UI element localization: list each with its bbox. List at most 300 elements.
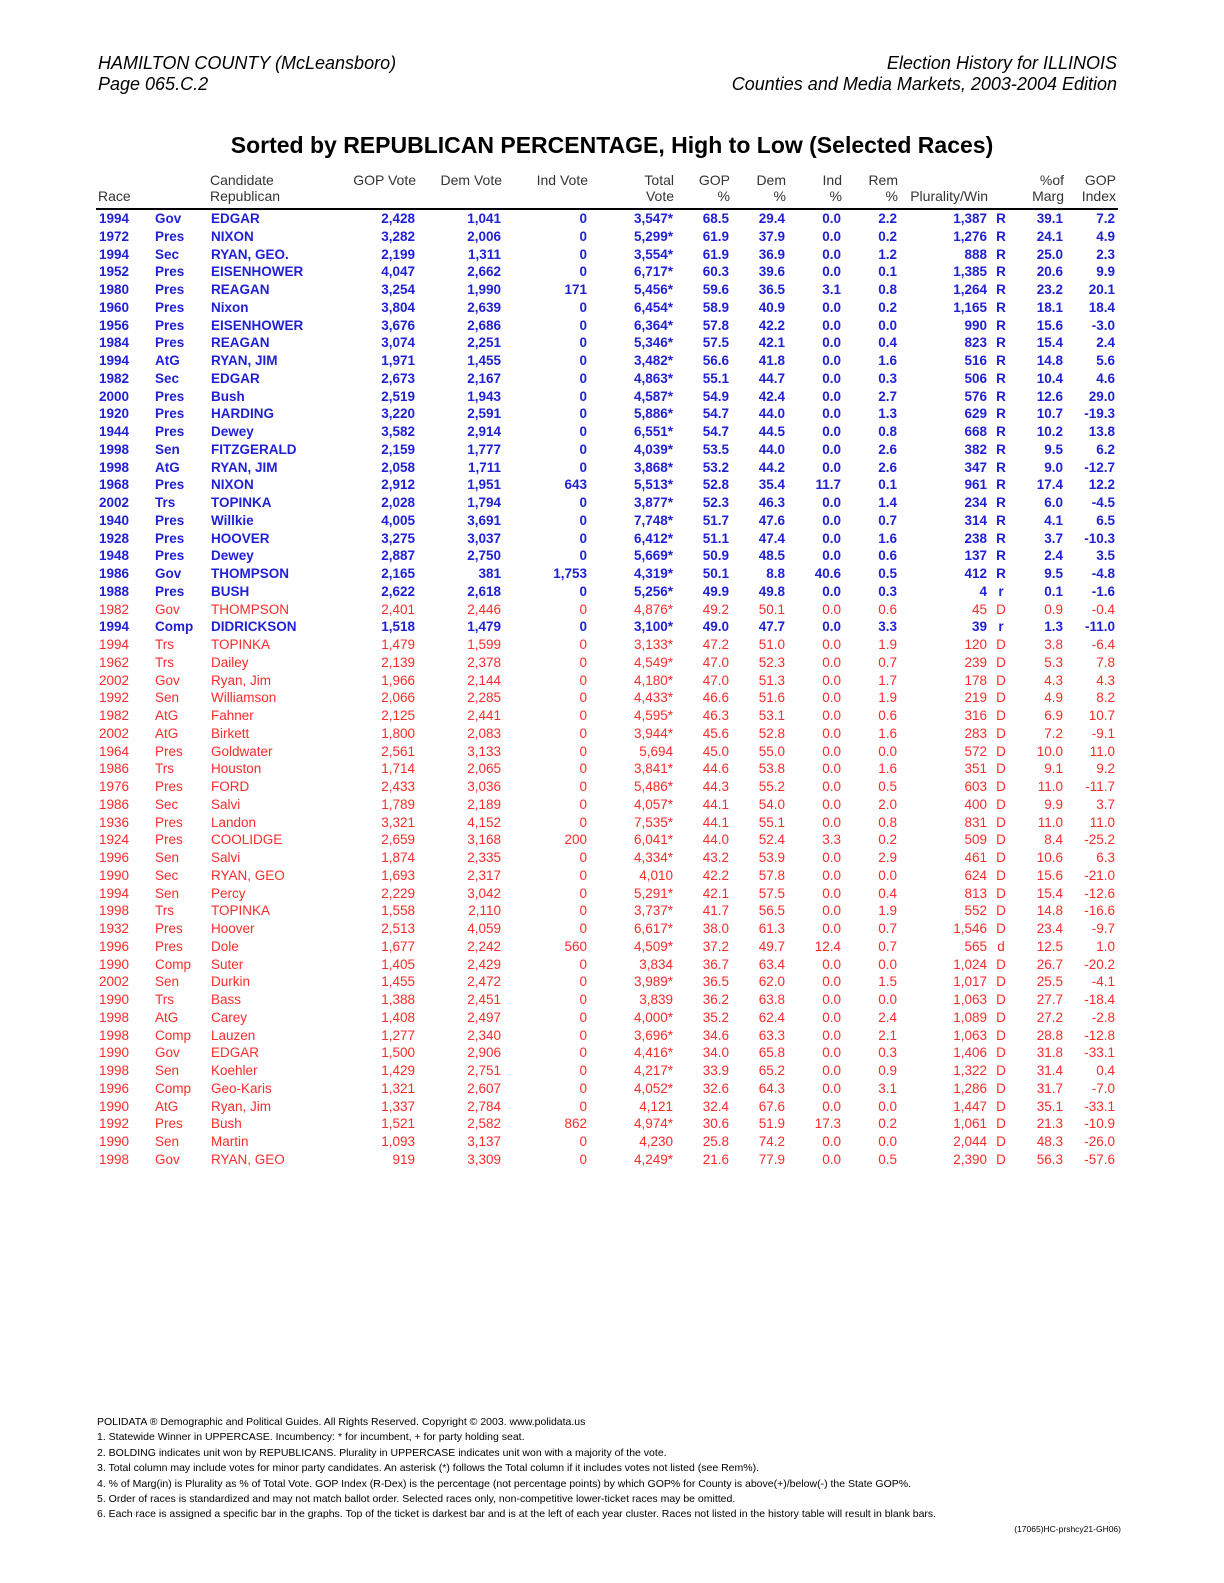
column-header-line1: %of <box>1039 172 1064 188</box>
race-year: 1972 <box>99 228 130 244</box>
ind-vote: 560 <box>564 938 587 954</box>
race-year: 1932 <box>99 921 130 936</box>
plurality: 509 <box>964 832 987 848</box>
margin-pct: 9.5 <box>1044 441 1063 457</box>
winner-party: r <box>998 583 1004 599</box>
ind-pct: 3.3 <box>822 832 841 848</box>
gop-index: 5.6 <box>1096 353 1115 368</box>
candidate: EISENHOWER <box>211 264 304 280</box>
rem-pct: 0.0 <box>878 867 897 883</box>
candidate: EDGAR <box>211 211 260 226</box>
total-vote: 4,010 <box>639 867 673 883</box>
table-row <box>96 867 1118 885</box>
total-vote: 3,696* <box>633 1027 673 1043</box>
ind-vote: 0 <box>579 388 587 404</box>
ind-vote: 0 <box>579 1009 587 1025</box>
dem-vote: 1,455 <box>467 353 501 368</box>
race-year: 1996 <box>99 938 130 954</box>
dem-pct: 49.7 <box>758 938 785 954</box>
table-row <box>96 565 1118 583</box>
column-header <box>676 172 732 209</box>
ind-pct: 0.0 <box>822 637 841 652</box>
race-office: Sec <box>155 796 179 812</box>
winner-party: D <box>996 850 1006 865</box>
dem-pct: 44.0 <box>758 406 785 422</box>
column-header-line2: Vote <box>645 188 674 204</box>
margin-pct: 35.1 <box>1036 1098 1063 1114</box>
candidate: RYAN, JIM <box>211 459 278 475</box>
gop-vote: 3,676 <box>381 317 415 333</box>
margin-pct: 10.6 <box>1036 850 1063 865</box>
race-year: 1976 <box>99 779 130 794</box>
rem-pct: 0.5 <box>878 779 897 794</box>
column-header-line2: Race <box>98 188 131 204</box>
dem-vote: 1,479 <box>467 619 501 635</box>
column-header-line2 <box>992 188 1010 204</box>
column-header-line2 <box>154 188 206 204</box>
column-header <box>788 172 844 209</box>
rem-pct: 0.1 <box>878 477 897 493</box>
gop-vote: 1,521 <box>381 1116 415 1132</box>
dem-vote: 2,914 <box>467 424 501 439</box>
plurality: 238 <box>964 530 987 546</box>
gop-vote: 1,874 <box>381 850 415 865</box>
race-office: Gov <box>155 1045 180 1061</box>
ind-pct: 0.0 <box>822 353 841 368</box>
rem-pct: 0.7 <box>878 921 897 936</box>
gop-vote: 1,337 <box>381 1098 415 1114</box>
ind-pct: 0.0 <box>822 335 841 351</box>
gop-pct: 44.0 <box>702 832 729 848</box>
table-row <box>96 263 1118 281</box>
race-office: Pres <box>155 335 185 351</box>
column-header-line2 <box>506 188 588 204</box>
winner-party: R <box>996 477 1006 493</box>
total-vote: 4,217* <box>633 1063 673 1078</box>
ind-vote: 0 <box>579 424 587 439</box>
ind-pct: 0.0 <box>822 1080 841 1096</box>
ind-vote: 0 <box>579 814 587 830</box>
winner-party: D <box>996 743 1006 759</box>
ind-vote: 0 <box>579 974 587 990</box>
ind-vote: 0 <box>579 1063 587 1078</box>
race-office: AtG <box>155 1098 179 1114</box>
column-header-line1 <box>98 172 150 188</box>
dem-vote: 2,285 <box>467 690 501 706</box>
gop-index: -33.1 <box>1084 1045 1115 1061</box>
column-header <box>844 172 900 209</box>
county-name: HAMILTON COUNTY (McLeansboro) <box>98 53 397 73</box>
gop-index: 11.0 <box>1089 743 1115 759</box>
ind-vote: 0 <box>579 956 587 972</box>
gop-vote: 2,887 <box>381 548 415 564</box>
rem-pct: 0.9 <box>878 1063 897 1078</box>
dem-vote: 2,750 <box>467 548 501 564</box>
dem-pct: 46.3 <box>758 495 785 510</box>
table-row <box>96 973 1118 991</box>
table-row <box>96 920 1118 938</box>
winner-party: D <box>996 921 1006 936</box>
race-office: Trs <box>155 654 174 670</box>
total-vote: 3,482* <box>633 353 673 368</box>
candidate: Houston <box>211 761 262 777</box>
dem-pct: 63.3 <box>758 1027 785 1043</box>
rem-pct: 1.2 <box>878 246 897 262</box>
gop-index: 9.9 <box>1096 264 1115 280</box>
dem-pct: 67.6 <box>758 1098 785 1114</box>
margin-pct: 39.1 <box>1036 211 1063 226</box>
plurality: 1,447 <box>953 1098 987 1114</box>
gop-vote: 3,254 <box>381 282 415 297</box>
ind-pct: 0.0 <box>822 1134 841 1149</box>
rem-pct: 1.9 <box>878 637 897 652</box>
gop-index: -4.5 <box>1091 495 1115 510</box>
winner-party: D <box>996 601 1006 617</box>
candidate: THOMPSON <box>211 566 290 581</box>
winner-party: R <box>996 264 1006 280</box>
plurality: 1,387 <box>953 211 987 226</box>
dem-pct: 53.1 <box>758 708 785 723</box>
plurality: 234 <box>964 495 987 510</box>
ind-pct: 0.0 <box>822 921 841 936</box>
ind-vote: 0 <box>579 1134 587 1149</box>
gop-index: 7.8 <box>1096 654 1115 670</box>
rem-pct: 0.4 <box>878 885 897 901</box>
ind-vote: 0 <box>579 246 587 262</box>
dem-vote: 3,168 <box>467 832 501 848</box>
dem-vote: 2,497 <box>467 1009 501 1025</box>
margin-pct: 5.3 <box>1044 654 1063 670</box>
rem-pct: 2.2 <box>878 211 897 226</box>
ind-pct: 0.0 <box>822 1098 841 1114</box>
table-row <box>96 547 1118 565</box>
plurality: 1,063 <box>953 992 987 1007</box>
dem-vote: 2,189 <box>467 796 501 812</box>
margin-pct: 12.5 <box>1036 938 1063 954</box>
gop-vote: 2,673 <box>381 370 415 386</box>
column-header-line1 <box>992 172 1010 188</box>
dem-pct: 52.8 <box>758 725 785 741</box>
race-year: 1998 <box>99 1009 130 1025</box>
candidate: REAGAN <box>211 335 270 351</box>
table-row <box>96 494 1118 512</box>
total-vote: 5,291* <box>633 885 673 901</box>
dem-pct: 53.8 <box>758 761 785 777</box>
plurality: 1,276 <box>953 228 987 244</box>
plurality: 1,061 <box>953 1116 987 1132</box>
gop-vote: 2,159 <box>381 441 415 457</box>
margin-pct: 15.6 <box>1036 867 1063 883</box>
total-vote: 6,412* <box>633 530 673 546</box>
copyright-line: POLIDATA ® Demographic and Political Guides. All Rights Reserved. Copyright © 2003. www.polidata.us <box>97 1416 586 1428</box>
gop-index: -16.6 <box>1084 903 1115 919</box>
race-office: Sec <box>155 246 180 262</box>
margin-pct: 31.8 <box>1036 1045 1063 1061</box>
gop-pct: 41.7 <box>702 903 729 919</box>
winner-party: D <box>996 1134 1006 1149</box>
gop-vote: 3,321 <box>381 814 415 830</box>
dem-vote: 2,686 <box>467 317 501 333</box>
candidate: FORD <box>211 779 250 794</box>
dem-pct: 52.4 <box>758 832 785 848</box>
ind-pct: 0.0 <box>822 672 841 688</box>
gop-pct: 47.0 <box>702 672 729 688</box>
total-vote: 4,595* <box>633 708 673 723</box>
ind-vote: 0 <box>579 530 587 546</box>
winner-party: D <box>996 654 1006 670</box>
gop-pct: 50.1 <box>702 566 729 581</box>
candidate: Durkin <box>211 974 251 990</box>
rem-pct: 0.3 <box>878 583 897 599</box>
race-year: 1964 <box>99 743 130 759</box>
race-office: Pres <box>155 282 185 297</box>
dem-pct: 47.4 <box>758 530 785 546</box>
dem-pct: 35.4 <box>758 477 785 493</box>
race-year: 1994 <box>99 885 130 901</box>
winner-party: R <box>996 459 1006 475</box>
column-header-line1: Total <box>644 172 674 188</box>
margin-pct: 10.4 <box>1036 370 1063 386</box>
column-header <box>990 172 1012 209</box>
margin-pct: 15.6 <box>1036 317 1063 333</box>
margin-pct: 1.3 <box>1044 619 1063 635</box>
candidate: Nixon <box>211 299 249 315</box>
dem-pct: 51.0 <box>758 637 785 652</box>
dem-pct: 48.5 <box>758 548 785 564</box>
race-office: Trs <box>155 992 174 1007</box>
ind-vote: 0 <box>579 1080 587 1096</box>
rem-pct: 0.0 <box>878 956 897 972</box>
dem-pct: 65.2 <box>758 1063 785 1078</box>
gop-vote: 2,428 <box>381 211 415 226</box>
winner-party: D <box>996 1063 1006 1078</box>
candidate: Birkett <box>211 725 250 741</box>
table-row <box>96 849 1118 867</box>
race-office: Sen <box>155 690 180 706</box>
dem-vote: 2,429 <box>467 956 501 972</box>
winner-party: D <box>996 1080 1006 1096</box>
plurality: 382 <box>964 441 987 457</box>
table-row <box>96 405 1118 423</box>
total-vote: 3,554* <box>633 246 673 262</box>
winner-party: D <box>996 832 1006 848</box>
candidate: Dailey <box>211 654 249 670</box>
winner-party: r <box>998 619 1004 635</box>
column-header-line1 <box>154 172 206 188</box>
total-vote: 4,052* <box>633 1080 673 1096</box>
candidate: Suter <box>211 956 244 972</box>
table-row <box>96 1098 1118 1116</box>
candidate: RYAN, GEO. <box>211 246 289 262</box>
gop-vote: 2,229 <box>381 885 415 901</box>
table-row <box>96 796 1118 814</box>
winner-party: D <box>996 867 1006 883</box>
candidate: Salvi <box>211 796 241 812</box>
gop-index: -12.8 <box>1084 1027 1115 1043</box>
table-row <box>96 601 1118 619</box>
winner-party: D <box>996 690 1006 706</box>
column-header-line2: % <box>829 188 842 204</box>
race-year: 1948 <box>99 548 130 564</box>
gop-pct: 47.0 <box>702 654 729 670</box>
dem-vote: 4,059 <box>467 921 501 936</box>
rem-pct: 0.3 <box>878 1045 897 1061</box>
ind-pct: 0.0 <box>822 512 841 528</box>
winner-party: D <box>996 1151 1006 1167</box>
total-vote: 4,230 <box>639 1134 673 1149</box>
race-year: 1998 <box>99 1063 130 1078</box>
race-year: 1924 <box>99 832 130 848</box>
column-header <box>900 172 990 209</box>
candidate: RYAN, JIM <box>211 353 278 368</box>
gop-index: -10.9 <box>1084 1116 1115 1132</box>
ind-pct: 0.0 <box>822 708 841 723</box>
column-header-line1: Ind Vote <box>536 172 588 188</box>
dem-vote: 2,378 <box>467 654 501 670</box>
plurality: 572 <box>964 743 987 759</box>
rem-pct: 0.1 <box>878 264 897 280</box>
plurality: 506 <box>964 370 987 386</box>
table-body <box>96 209 1118 1169</box>
plurality: 1,017 <box>953 974 987 990</box>
candidate: Koehler <box>211 1063 258 1078</box>
column-header-line2: % <box>885 188 898 204</box>
plurality: 668 <box>964 424 987 439</box>
winner-party: D <box>996 779 1006 794</box>
total-vote: 4,433* <box>633 690 673 706</box>
candidate: FITZGERALD <box>211 441 297 457</box>
winner-party: R <box>996 299 1006 315</box>
ind-vote: 0 <box>579 299 587 315</box>
race-office: Pres <box>155 1116 183 1132</box>
dem-vote: 2,618 <box>467 583 501 599</box>
column-header-line1: GOP <box>1084 172 1116 188</box>
rem-pct: 0.5 <box>878 566 897 581</box>
race-office: AtG <box>155 459 180 475</box>
total-vote: 4,039* <box>633 441 673 457</box>
gop-index: 1.0 <box>1096 938 1115 954</box>
ind-pct: 0.0 <box>822 885 841 901</box>
plurality: 2,390 <box>953 1151 987 1167</box>
dem-pct: 55.0 <box>758 743 785 759</box>
dem-vote: 2,065 <box>467 761 501 777</box>
rem-pct: 3.3 <box>878 619 897 635</box>
dem-vote: 1,794 <box>467 495 501 510</box>
gop-pct: 47.2 <box>702 637 729 652</box>
total-vote: 6,551* <box>633 424 673 439</box>
race-year: 1990 <box>99 1098 130 1114</box>
rem-pct: 1.9 <box>878 690 897 706</box>
ind-vote: 0 <box>579 370 587 386</box>
plurality: 347 <box>964 459 987 475</box>
gop-index: -12.6 <box>1084 885 1115 901</box>
total-vote: 3,868* <box>633 459 673 475</box>
plurality: 1,165 <box>953 299 987 315</box>
gop-pct: 38.0 <box>702 921 729 936</box>
candidate: Goldwater <box>211 743 273 759</box>
candidate: EDGAR <box>211 370 260 386</box>
margin-pct: 2.4 <box>1044 548 1063 564</box>
gop-vote: 2,028 <box>381 495 415 510</box>
table-row <box>96 938 1118 956</box>
dem-vote: 2,607 <box>467 1080 501 1096</box>
rem-pct: 1.5 <box>878 974 897 990</box>
race-office: Pres <box>155 228 185 244</box>
gop-pct: 56.6 <box>702 353 729 368</box>
race-year: 1994 <box>99 353 130 368</box>
plurality: 1,406 <box>953 1045 987 1061</box>
ind-vote: 0 <box>579 548 587 564</box>
gop-vote: 2,165 <box>381 566 415 581</box>
ind-pct: 0.0 <box>822 548 841 564</box>
gop-vote: 1,714 <box>381 761 415 777</box>
race-office: Pres <box>155 938 183 954</box>
race-office: Pres <box>155 424 185 439</box>
gop-vote: 3,074 <box>381 335 415 351</box>
total-vote: 3,839 <box>639 992 673 1007</box>
gop-pct: 58.9 <box>702 299 729 315</box>
ind-vote: 0 <box>579 583 587 599</box>
ind-pct: 0.0 <box>822 299 841 315</box>
margin-pct: 9.1 <box>1044 761 1063 777</box>
rem-pct: 1.6 <box>878 530 897 546</box>
margin-pct: 4.3 <box>1044 672 1063 688</box>
dem-vote: 2,906 <box>467 1045 501 1061</box>
gop-vote: 2,519 <box>381 388 415 404</box>
gop-vote: 919 <box>392 1151 415 1167</box>
column-header-line1: GOP <box>698 172 730 188</box>
gop-pct: 57.8 <box>702 317 729 333</box>
dem-vote: 1,943 <box>467 388 501 404</box>
ind-vote: 0 <box>579 637 587 652</box>
rem-pct: 0.6 <box>878 708 897 723</box>
column-header-line2: % <box>773 188 786 204</box>
winner-party: D <box>996 1045 1006 1061</box>
race-office: Pres <box>155 743 183 759</box>
candidate: BUSH <box>211 583 250 599</box>
gop-vote: 1,479 <box>381 637 415 652</box>
race-year: 2002 <box>99 495 130 510</box>
margin-pct: 24.1 <box>1036 228 1063 244</box>
ind-pct: 0.0 <box>822 867 841 883</box>
gop-pct: 36.7 <box>702 956 729 972</box>
column-header-line2: Index <box>1081 188 1116 204</box>
total-vote: 3,989* <box>633 974 673 990</box>
dem-vote: 3,691 <box>467 512 501 528</box>
candidate: Carey <box>211 1009 248 1025</box>
winner-party: D <box>996 1027 1006 1043</box>
gop-vote: 2,401 <box>381 601 415 617</box>
table-row <box>96 476 1118 494</box>
footnote: 4. % of Marg(in) is Plurality as % of Total Vote. GOP Index (R-Dex) is the percentage (not percentage points) by which GOP% for County is above(+)/below(-) the State GOP%. <box>97 1477 912 1490</box>
total-vote: 4,057* <box>633 796 673 812</box>
rem-pct: 1.7 <box>878 672 897 688</box>
footnote: 3. Total column may include votes for minor party candidates. An asterisk (*) follows the Total column if it includes votes not listed (see Rem%). <box>97 1462 759 1475</box>
winner-party: R <box>996 353 1006 368</box>
winner-party: R <box>996 317 1006 333</box>
race-office: Pres <box>155 832 183 848</box>
plurality: 624 <box>964 867 987 883</box>
ind-vote: 0 <box>579 211 587 226</box>
candidate: HOOVER <box>211 530 270 546</box>
race-office: Pres <box>155 530 185 546</box>
candidate: TOPINKA <box>211 637 271 652</box>
gop-vote: 2,513 <box>381 921 415 936</box>
ind-pct: 0.0 <box>822 264 841 280</box>
gop-index: 4.3 <box>1096 672 1115 688</box>
ind-pct: 0.0 <box>822 1027 841 1043</box>
ind-pct: 3.1 <box>822 282 841 297</box>
